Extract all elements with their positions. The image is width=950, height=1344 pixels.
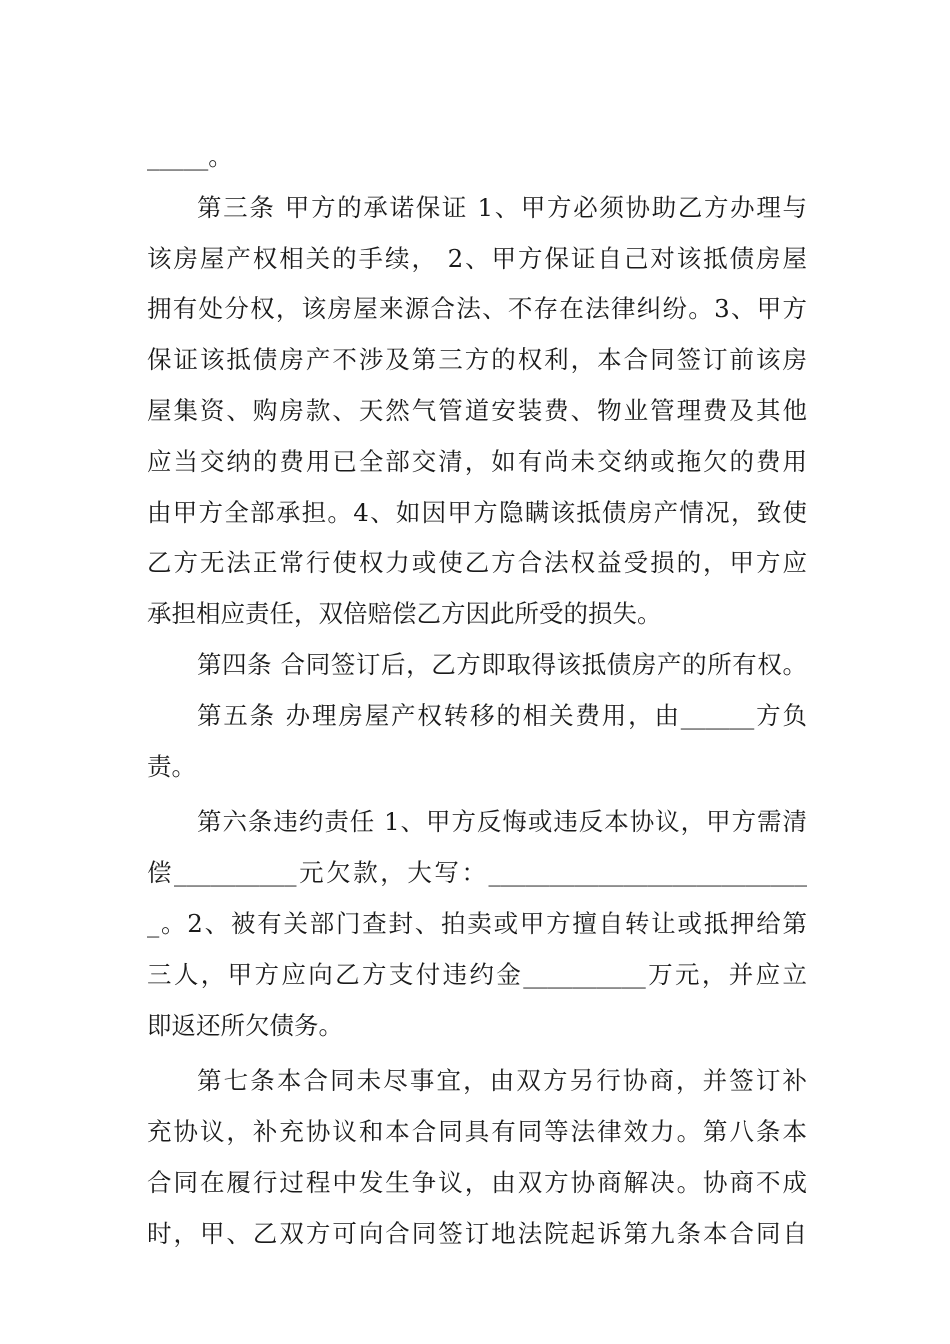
text-line: _____。 bbox=[147, 142, 233, 171]
text-line: 第六条违约责任 1、甲方反悔或违反本协议，甲方需清 bbox=[197, 807, 807, 837]
text-line: 合同在履行过程中发生争议，由双方协商解决。协商不成 bbox=[147, 1167, 807, 1197]
text-line: 即返还所欠债务。 bbox=[147, 1010, 343, 1040]
text-line: 第三条 甲方的承诺保证 1、甲方必须协助乙方办理与 bbox=[197, 192, 807, 222]
text-line: 乙方无法正常行使权力或使乙方合法权益受损的，甲方应 bbox=[147, 548, 807, 578]
text-line: _。2、被有关部门查封、拍卖或甲方擅自转让或抵押给第 bbox=[147, 908, 807, 938]
text-line: 第五条 办理房屋产权转移的相关费用，由______方负 bbox=[197, 700, 807, 730]
text-line: 应当交纳的费用已全部交清，如有尚未交纳或拖欠的费用 bbox=[147, 446, 807, 476]
text-line: 承担相应责任，双倍赔偿乙方因此所受的损失。 bbox=[147, 599, 662, 629]
text-line: 第七条本合同未尽事宜，由双方另行协商，并签订补 bbox=[197, 1066, 807, 1096]
text-line: 时，甲、乙双方可向合同签订地法院起诉第九条本合同自 bbox=[147, 1218, 807, 1248]
text-line: 拥有处分权，该房屋来源合法、不存在法律纠纷。3、甲方 bbox=[147, 294, 807, 324]
text-line: 三人，甲方应向乙方支付违约金__________万元，并应立 bbox=[147, 959, 807, 989]
text-line: 第四条 合同签订后，乙方即取得该抵债房产的所有权。 bbox=[197, 649, 807, 679]
text-line: 屋集资、购房款、天然气管道安装费、物业管理费及其他 bbox=[147, 395, 807, 425]
text-line: 该房屋产权相关的手续， 2、甲方保证自己对该抵债房屋 bbox=[147, 243, 807, 273]
text-line: 责。 bbox=[147, 751, 196, 781]
text-line: 偿__________元欠款，大写：__________________________ bbox=[147, 858, 807, 888]
text-line: 保证该抵债房产不涉及第三方的权利，本合同签订前该房 bbox=[147, 345, 807, 375]
text-line: 充协议，补充协议和本合同具有同等法律效力。第八条本 bbox=[147, 1117, 807, 1147]
document-page bbox=[147, 132, 807, 1260]
text-line: 由甲方全部承担。4、如因甲方隐瞒该抵债房产情况，致使 bbox=[147, 497, 807, 527]
